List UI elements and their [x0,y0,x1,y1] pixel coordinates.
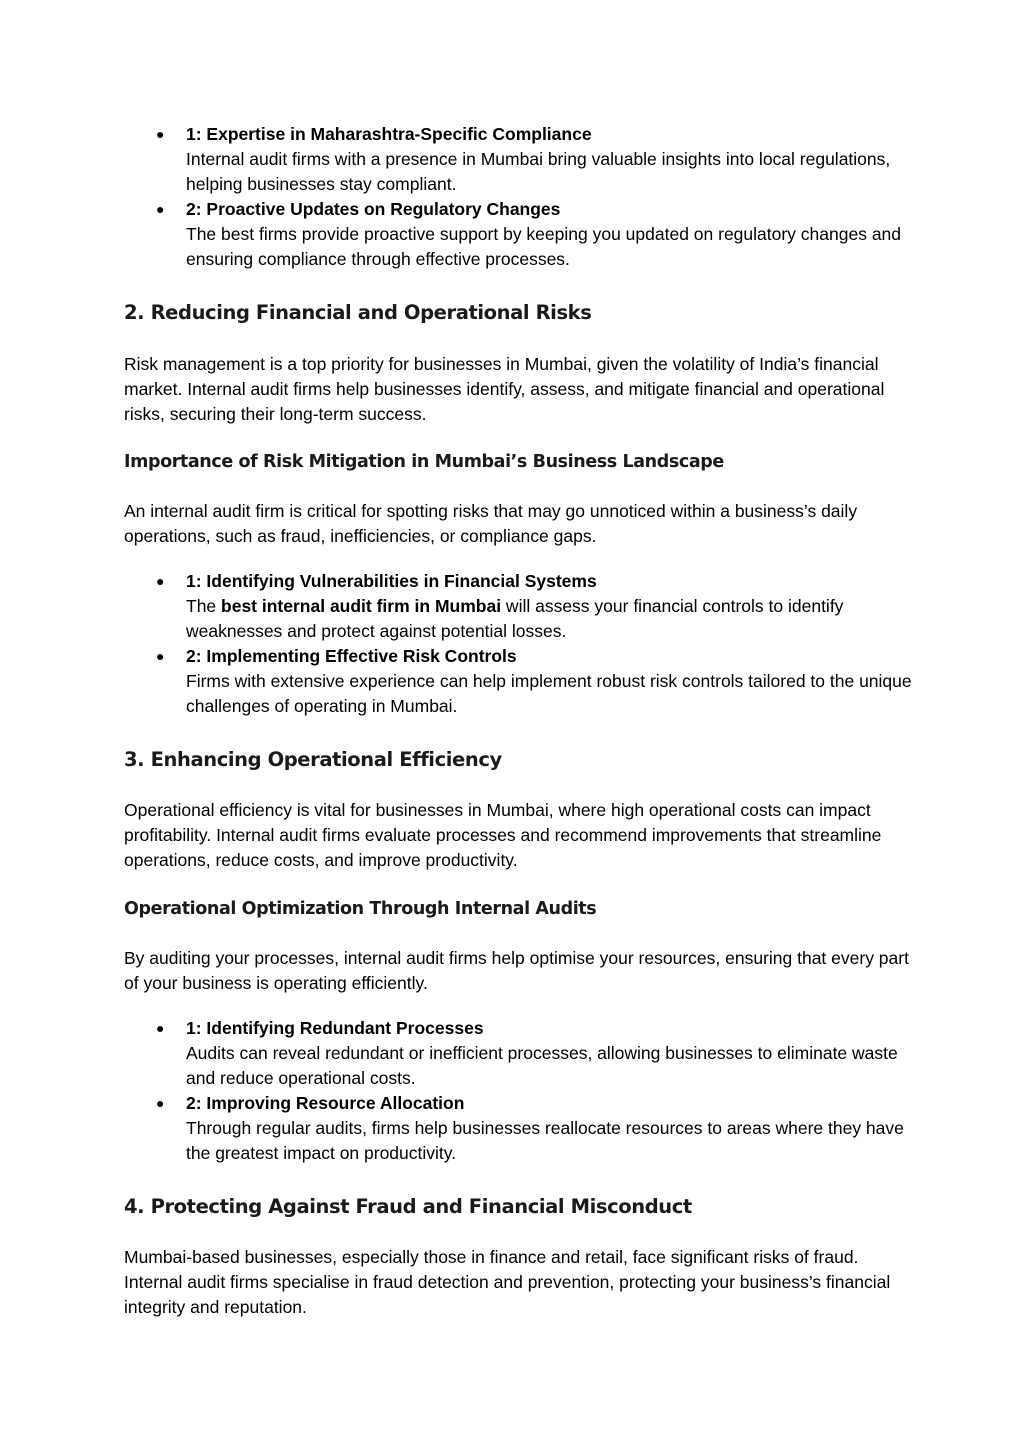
bullet-icon: ● [156,573,165,589]
section-heading: 2. Reducing Financial and Operational Risks [124,301,592,324]
bullet-icon: ● [156,126,165,142]
list-item-body-suffix: will assess your financial controls to identify weaknesses and protect against potential losses. [186,596,844,641]
section-paragraph: Operational efficiency is vital for businesses in Mumbai, where high operational costs can impact profitability. Internal audit firms evaluate processes and recommend improvements that streamline operations, reduce costs, and improve productivity. [124,800,882,870]
efficiency-bullet-list [124,1016,914,1166]
list-item [124,1091,914,1166]
list-item-body: Internal audit firms with a presence in Mumbai bring valuable insights into local regulations, helping businesses stay compliant. [186,149,891,194]
bullet-icon: ● [156,201,165,217]
section-heading: 4. Protecting Against Fraud and Financial Misconduct [124,1195,692,1218]
list-item-body-prefix: The [186,596,222,616]
list-item-title: 2: Implementing Effective Risk Controls [186,646,517,666]
bullet-icon: ● [156,648,165,664]
list-item [124,122,914,197]
list-item-body: Firms with extensive experience can help implement robust risk controls tailored to the unique challenges of operating in Mumbai. [186,671,912,716]
list-item [124,197,914,272]
list-item-body: Through regular audits, firms help businesses reallocate resources to areas where they have the greatest impact on productivity. [186,1118,904,1163]
risk-bullet-list [124,569,914,719]
list-item-body: The best firms provide proactive support by keeping you updated on regulatory changes and ensuring compliance through effective processes. [186,224,902,269]
section-subheading: Importance of Risk Mitigation in Mumbai’s Business Landscape [124,452,724,472]
section-paragraph: Risk management is a top priority for businesses in Mumbai, given the volatility of India’s financial market. Internal audit firms help businesses identify, assess, and mitigate financial and operational risks, securing their long-term success. [124,354,885,424]
section-subparagraph: By auditing your processes, internal audit firms help optimise your resources, ensuring that every part of your business is operating efficiently. [124,948,909,993]
list-item-title: 1: Identifying Redundant Processes [186,1018,484,1038]
list-item-title: 2: Proactive Updates on Regulatory Changes [186,199,561,219]
bullet-icon: ● [156,1095,165,1111]
inline-bold-link-text: best internal audit firm in Mumbai [221,596,502,616]
list-item [124,644,914,719]
list-item-title: 1: Identifying Vulnerabilities in Financial Systems [186,571,597,591]
list-item-body [186,594,914,644]
section-subheading: Operational Optimization Through Internal Audits [124,899,597,919]
intro-bullet-list [124,122,914,272]
list-item [124,1016,914,1091]
bullet-icon: ● [156,1020,165,1036]
list-item-title: 2: Improving Resource Allocation [186,1093,465,1113]
list-item-title: 1: Expertise in Maharashtra-Specific Compliance [186,124,592,144]
section-heading: 3. Enhancing Operational Efficiency [124,748,502,771]
list-item-body: Audits can reveal redundant or inefficient processes, allowing businesses to eliminate waste and reduce operational costs. [186,1043,898,1088]
list-item [124,569,914,644]
section-subparagraph: An internal audit firm is critical for spotting risks that may go unnoticed within a business’s daily operations, such as fraud, inefficiencies, or compliance gaps. [124,501,858,546]
section-paragraph: Mumbai-based businesses, especially those in finance and retail, face significant risks of fraud. Internal audit firms specialise in fraud detection and prevention, protecting your business’s financial integrity and reputation. [124,1247,891,1317]
